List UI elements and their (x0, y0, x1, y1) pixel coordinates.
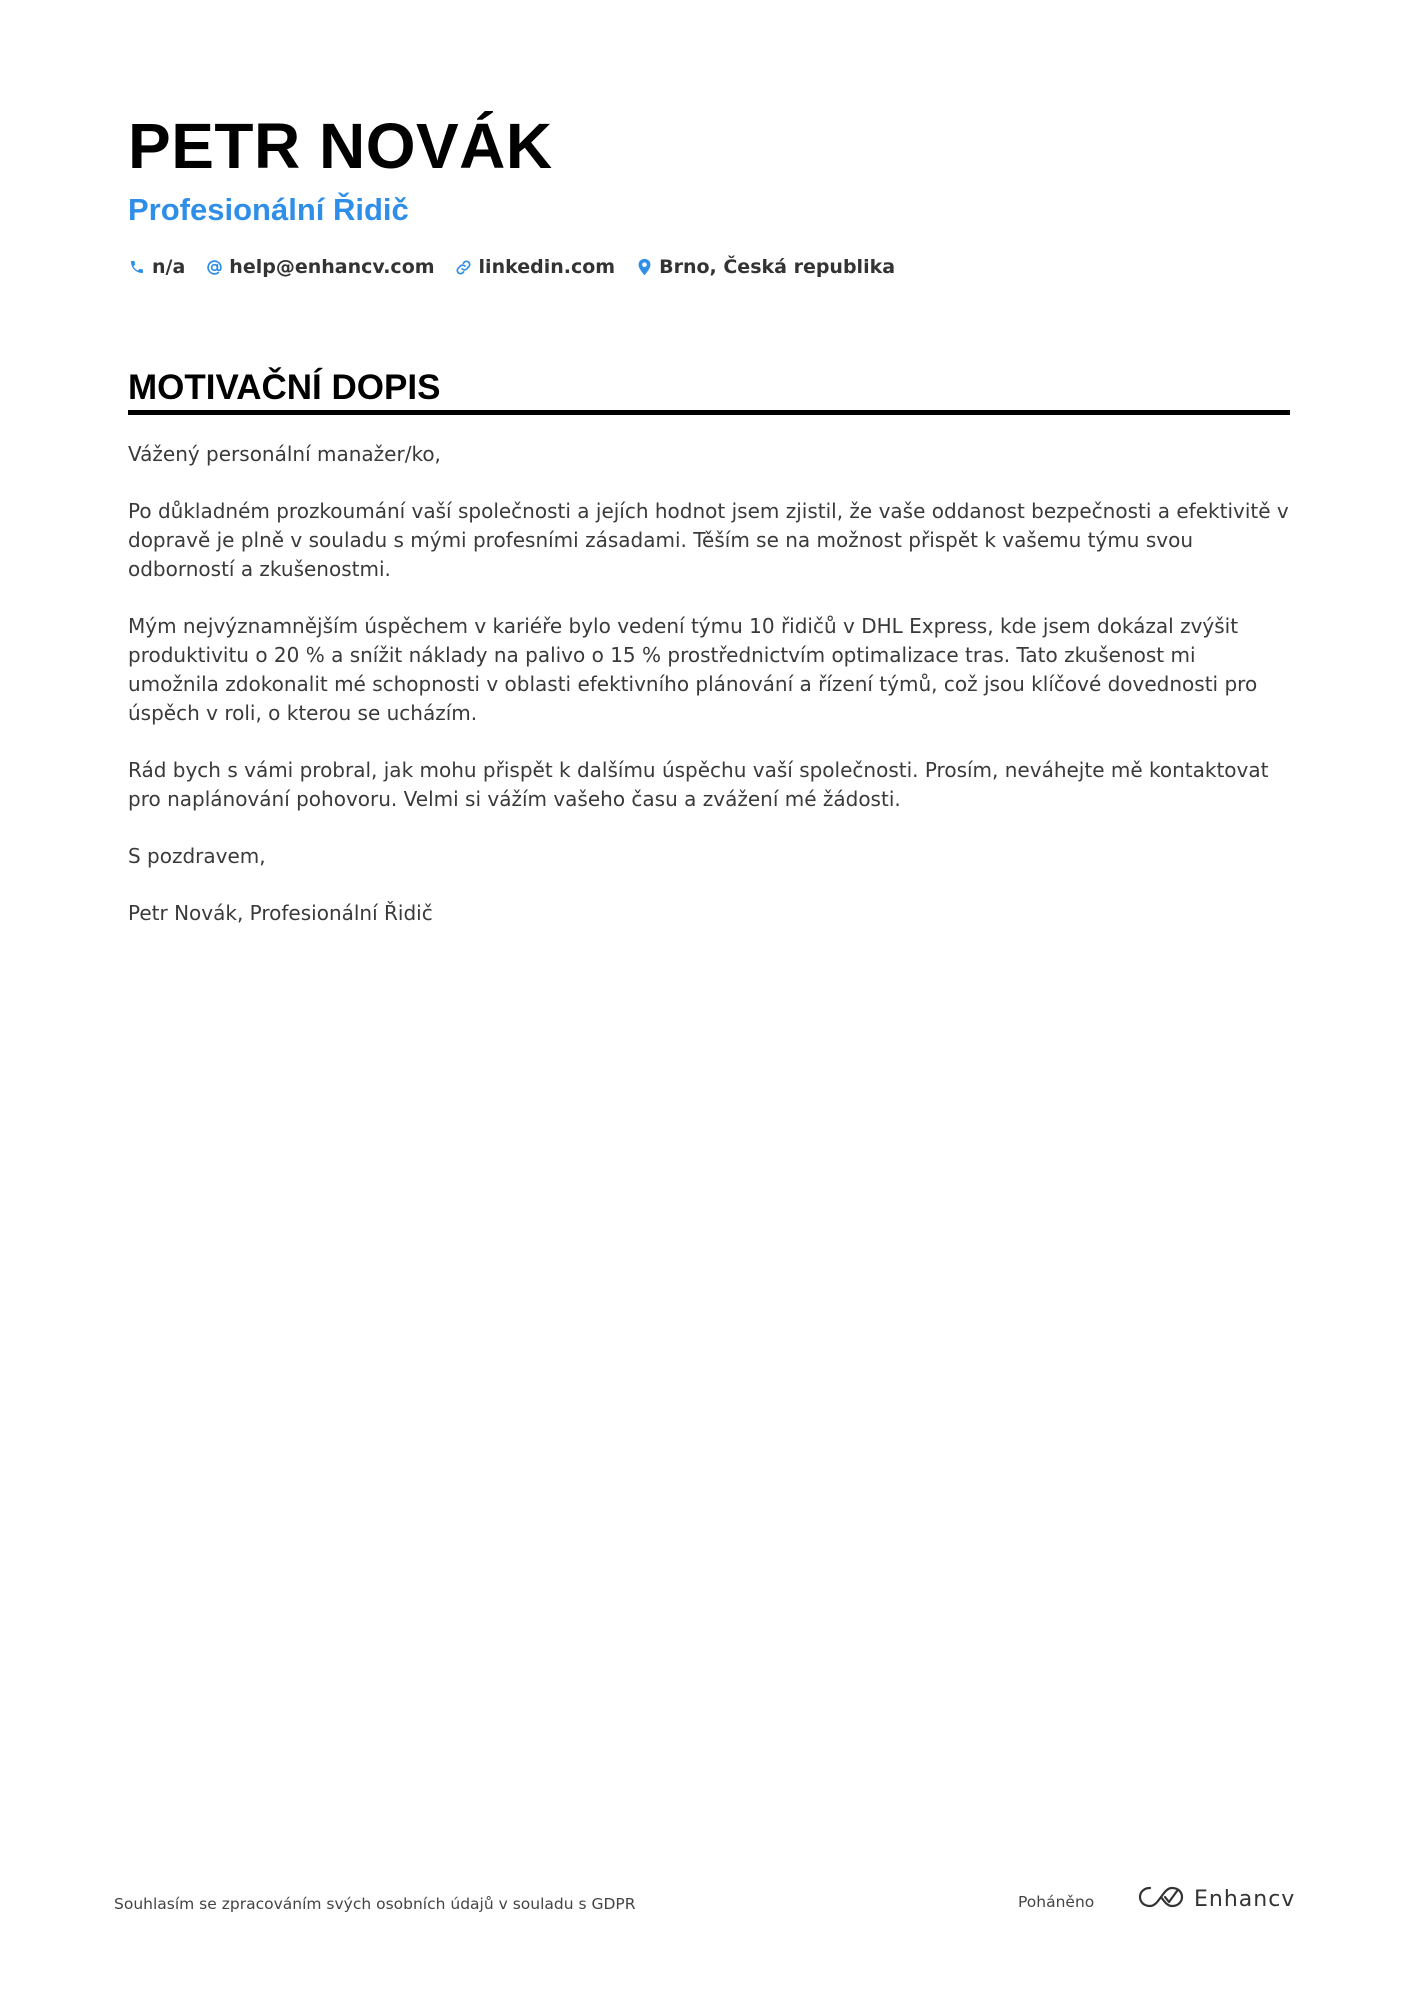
powered-by-label: Poháněno (1018, 1893, 1095, 1911)
contact-location-text: Brno, Česká republika (659, 256, 896, 278)
contact-email[interactable] (205, 256, 434, 278)
at-icon (205, 257, 223, 277)
letter-signature: Petr Novák, Profesionální Řidič (128, 901, 433, 925)
section-title: MOTIVAČNÍ DOPIS (128, 368, 441, 407)
letter-body (128, 440, 1290, 956)
letter-closing: S pozdravem, (128, 844, 266, 868)
contact-phone-text: n/a (152, 256, 186, 278)
letter-salutation: Vážený personální manažer/ko, (128, 442, 441, 466)
section-divider (128, 410, 1290, 415)
enhancv-logo-icon (1138, 1884, 1184, 1914)
letter-paragraph: Po důkladném prozkoumání vaší společnosti a jejích hodnot jsem zjistil, že vaše oddanost bezpečnosti a efektivitě v dopravě je plně v souladu s mými profesními zásadami. Těším se na možnost přispět k vašemu týmu svou odborností a zkušenostmi. (128, 499, 1289, 581)
candidate-name: PETR NOVÁK (128, 110, 553, 182)
enhancv-brand[interactable] (1138, 1884, 1295, 1914)
letter-paragraph: Mým nejvýznamnějším úspěchem v kariéře bylo vedení týmu 10 řidičů v DHL Express, kde jsem dokázal zvýšit produktivitu o 20 % a snížit náklady na palivo o 15 % prostřednictvím optimalizace tras. Tato zkušenost mi umožnila zdokonalit mé schopnosti v oblasti efektivního plánování a řízení týmů, což jsou klíčové dovednosti pro úspěch v roli, o kterou se ucházím. (128, 614, 1258, 725)
contact-phone (128, 256, 185, 278)
link-icon (455, 257, 473, 277)
location-pin-icon (635, 257, 653, 277)
contact-linkedin-text[interactable]: linkedin.com (478, 256, 616, 278)
enhancv-brand-name: Enhancv (1194, 1886, 1296, 1912)
contact-linkedin[interactable] (455, 256, 616, 278)
contact-bar (128, 252, 915, 282)
phone-icon (128, 257, 146, 277)
candidate-role: Profesionální Řidič (128, 192, 409, 227)
letter-paragraph: Rád bych s vámi probral, jak mohu přispět k dalšímu úspěchu vaší společnosti. Prosím, neváhejte mě kontaktovat pro naplánování pohovoru. Velmi si vážím vašeho času a zvážení mé žádosti. (128, 758, 1269, 811)
contact-email-text[interactable]: help@enhancv.com (229, 256, 435, 278)
contact-location (635, 256, 895, 278)
gdpr-consent: Souhlasím se zpracováním svých osobních údajů v souladu s GDPR (114, 1895, 636, 1913)
